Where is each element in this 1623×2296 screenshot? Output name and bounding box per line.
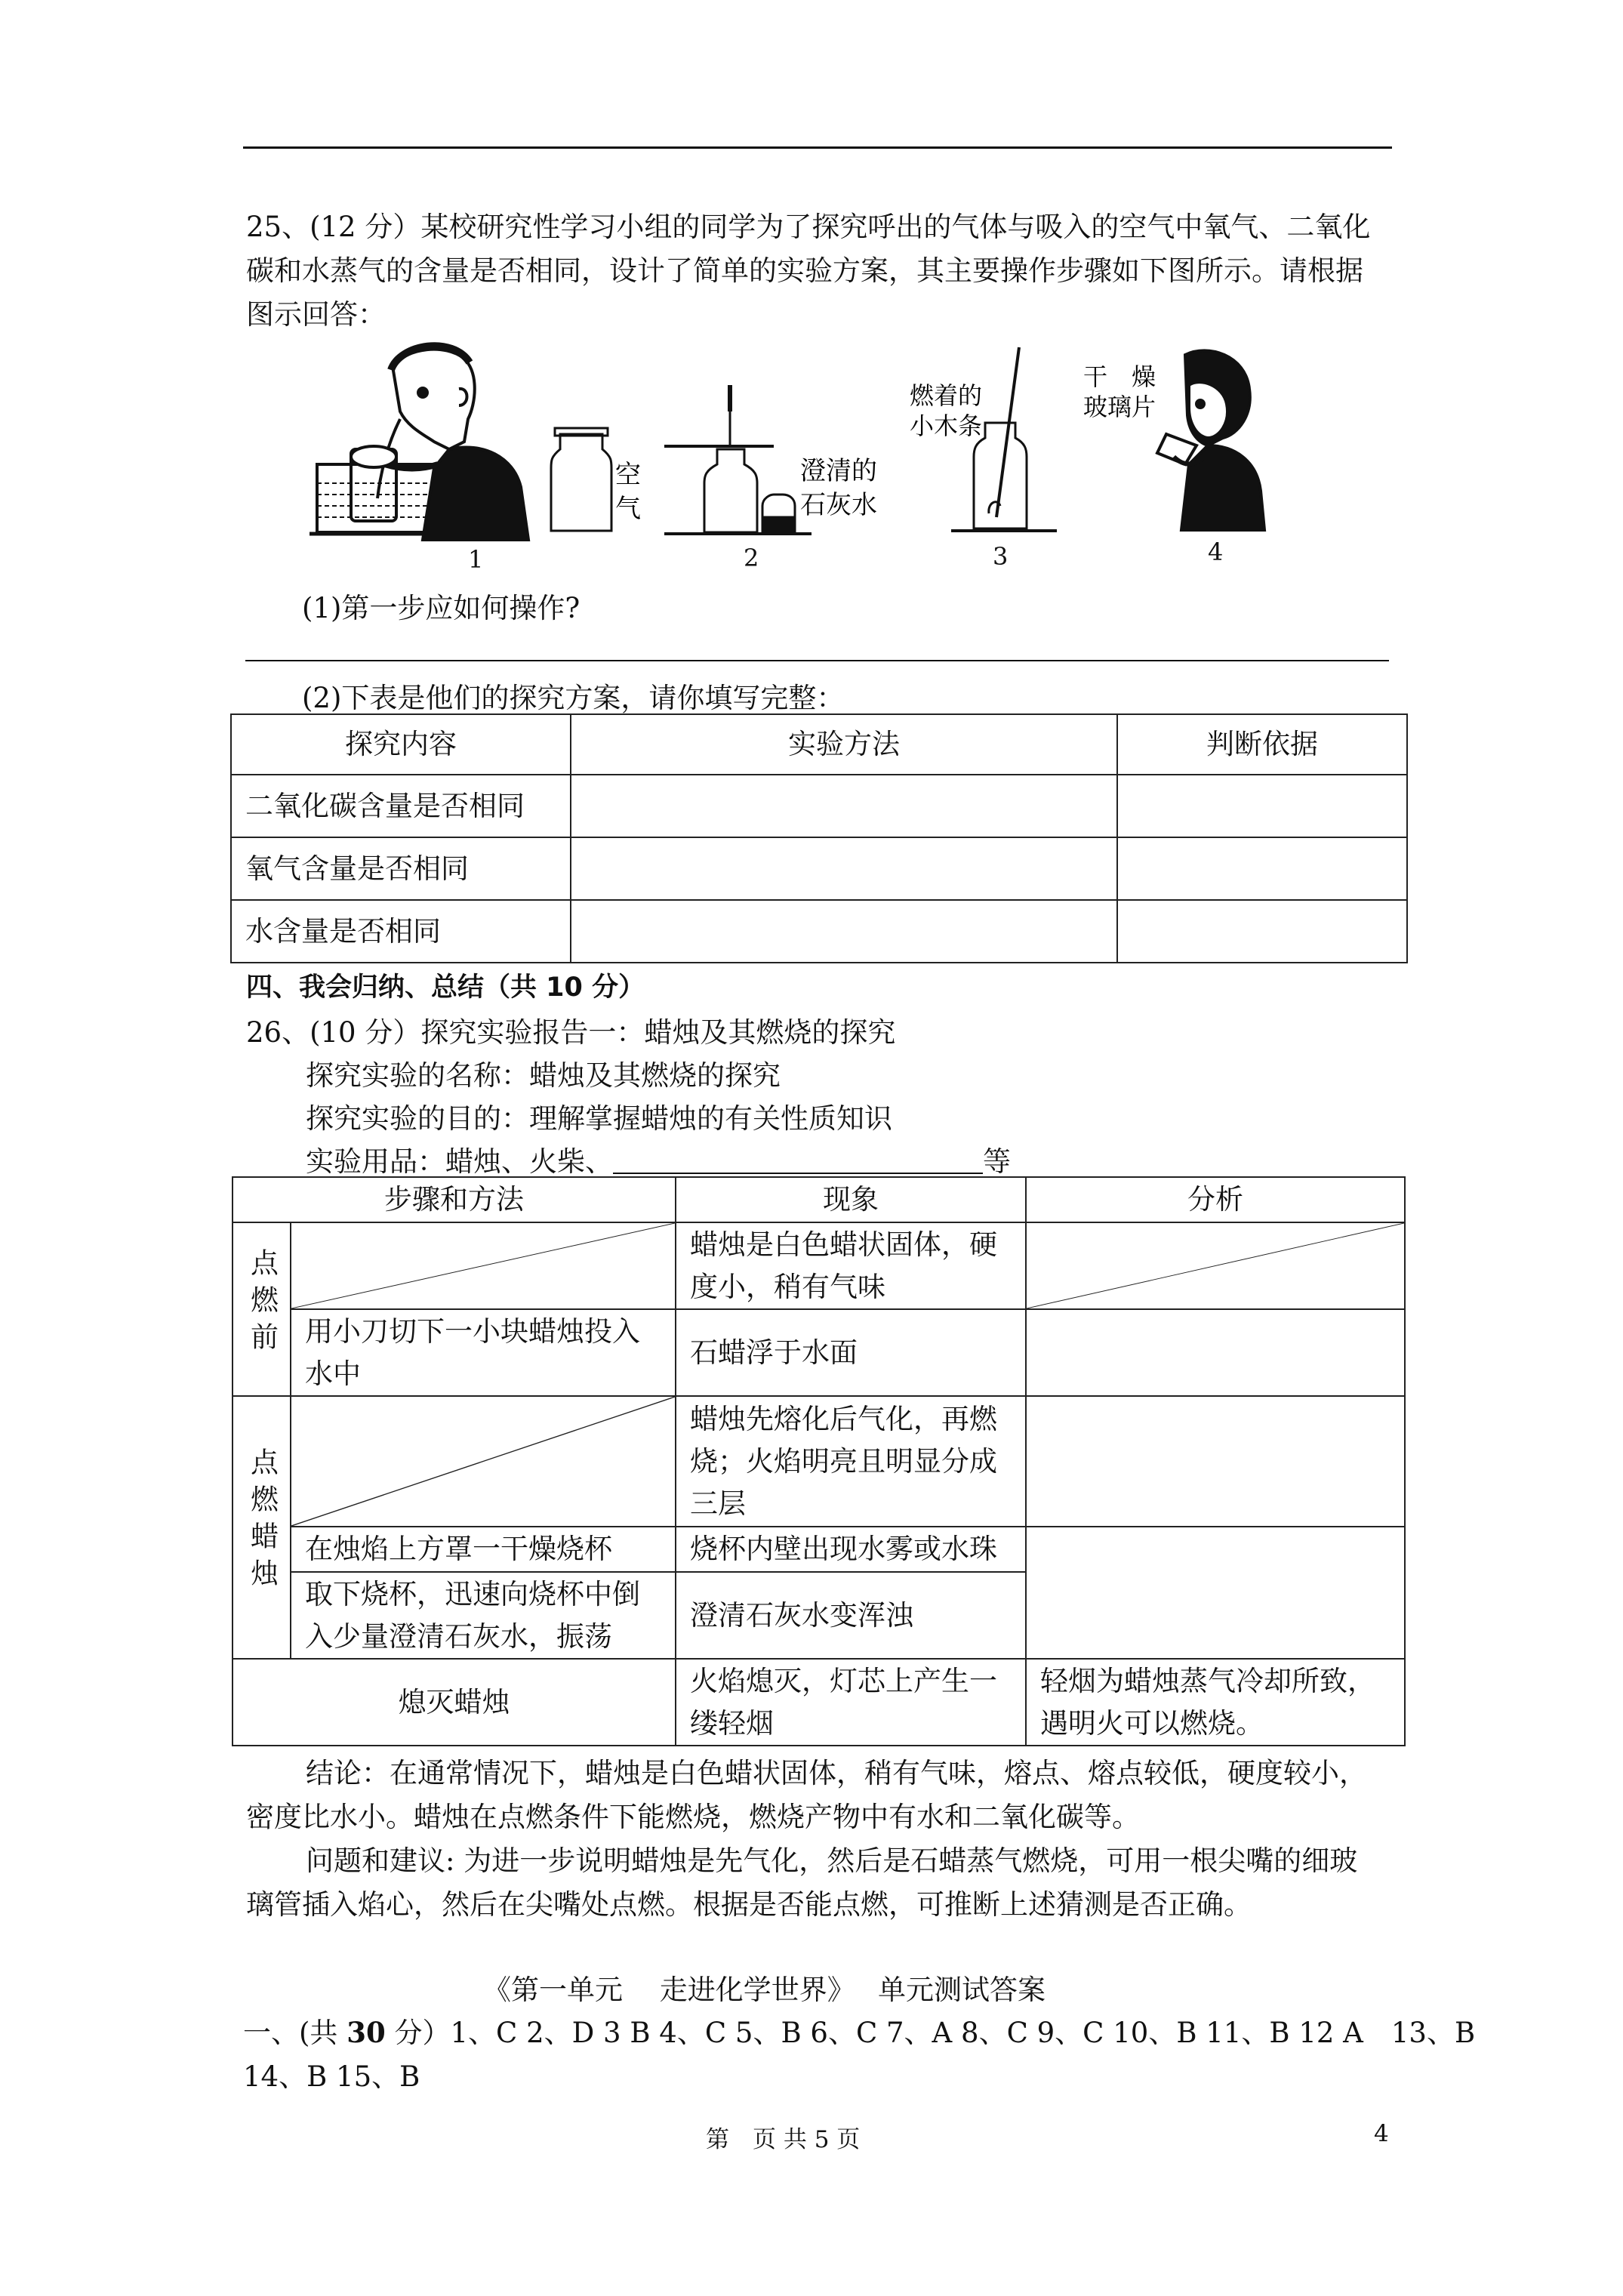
figure-3-burning-stick (906, 344, 1079, 536)
answers-title: 《第一单元 走进化学世界》 单元测试答案 (483, 1974, 1046, 2006)
footer-page-info: 第 页 共 5 页 (706, 2126, 861, 2153)
r3-phenomenon: 蜡烛先熔化后气化，再燃烧；火焰明亮且明显分成三层 (676, 1396, 1026, 1527)
r4-phenomenon: 烧杯内壁出现水雾或水珠 (676, 1527, 1026, 1572)
label-air-2: 气 (615, 494, 641, 524)
q26-header-analysis: 分析 (1026, 1177, 1405, 1222)
r4-step: 在烛焰上方罩一干燥烧杯 (291, 1527, 676, 1572)
q25-header-method: 实验方法 (571, 714, 1117, 775)
fig-num-2: 2 (744, 544, 759, 572)
r5-step: 取下烧杯，迅速向烧杯中倒入少量澄清石灰水，振荡 (291, 1572, 676, 1659)
q26-materials (306, 1139, 1011, 1179)
figure-2-limewater-test (661, 381, 887, 536)
q25-line-3: 图示回答： (246, 298, 386, 331)
group-lighting-label: 点燃蜡烛 (245, 1447, 279, 1595)
q25-header-basis: 判断依据 (1117, 714, 1407, 775)
fig-num-1: 1 (468, 545, 484, 574)
r4-r5-analysis[interactable] (1026, 1527, 1405, 1659)
r5-phenomenon: 澄清石灰水变浑浊 (676, 1572, 1026, 1659)
answers-line-1-score: 30 (346, 2016, 386, 2049)
q25-sub1: (1)第一步应如何操作? (302, 592, 581, 624)
label-glass-1: 干 燥 (1083, 362, 1156, 391)
q26-report-table (232, 1176, 1406, 1746)
materials-prefix: 实验用品：蜡烛、火柴、 (306, 1145, 613, 1178)
r2-step: 用小刀切下一小块蜡烛投入水中 (291, 1309, 676, 1396)
fig-num-3: 3 (993, 542, 1009, 571)
q25-row-o2: 氧气含量是否相同 (231, 837, 571, 900)
r3-step-crossed (291, 1396, 676, 1527)
figure-4-glass-breath (1076, 332, 1272, 532)
q25-row-water: 水含量是否相同 (231, 900, 571, 963)
q25-sub2: (2)下表是他们的探究方案，请你填写完整： (302, 682, 845, 714)
materials-blank[interactable] (613, 1147, 983, 1174)
label-limewater-1: 澄清的 (800, 456, 877, 486)
answers-line-1 (243, 2010, 1475, 2051)
q25-row-co2-basis[interactable] (1117, 775, 1407, 837)
q26-title: 26、(10 分）探究实验报告一：蜡烛及其燃烧的探究 (246, 1016, 896, 1049)
q25-row-o2-method[interactable] (571, 837, 1117, 900)
fig-num-4: 4 (1208, 538, 1224, 566)
answers-line-2: 14、B 15、B (243, 2060, 420, 2093)
q25-line-2: 碳和水蒸气的含量是否相同，设计了简单的实验方案，其主要操作步骤如下图所示。请根据 (246, 254, 1363, 287)
r1-analysis-crossed (1026, 1222, 1405, 1309)
group-before-lighting-label: 点燃前 (245, 1247, 279, 1359)
q25-row-co2: 二氧化碳含量是否相同 (231, 775, 571, 837)
q26-purpose: 探究实验的目的：理解掌握蜡烛的有关性质知识 (306, 1102, 892, 1135)
q26-header-phenomenon: 现象 (676, 1177, 1026, 1222)
answer-line-1[interactable] (245, 660, 1389, 661)
r2-analysis[interactable] (1026, 1309, 1405, 1396)
group-before-lighting (233, 1222, 291, 1396)
materials-suffix: 等 (983, 1145, 1011, 1178)
r6-step: 熄灭蜡烛 (233, 1659, 676, 1746)
r6-analysis: 轻烟为蜡烛蒸气冷却所致，遇明火可以燃烧。 (1026, 1659, 1405, 1746)
conclusion-line-1: 结论：在通常情况下，蜡烛是白色蜡状固体，稍有气味，熔点、熔点较低，硬度较小， (306, 1757, 1367, 1789)
label-air-1: 空 (615, 460, 641, 490)
r6-phenomenon: 火焰熄灭，灯芯上产生一缕轻烟 (676, 1659, 1026, 1746)
answers-line-1-prefix: 一、(共 (243, 2017, 347, 2049)
q25-row-water-method[interactable] (571, 900, 1117, 963)
conclusion-line-2: 密度比水小。蜡烛在点燃条件下能燃烧，燃烧产物中有水和二氧化碳等。 (246, 1801, 1140, 1833)
q25-plan-table (230, 713, 1408, 963)
q25-row-o2-basis[interactable] (1117, 837, 1407, 900)
r1-step-crossed (291, 1222, 676, 1309)
q26-header-steps: 步骤和方法 (233, 1177, 676, 1222)
label-stick-2: 小木条 (910, 411, 983, 440)
footer-page-number: 4 (1374, 2120, 1389, 2147)
r3-analysis[interactable] (1026, 1396, 1405, 1527)
label-glass-2: 玻璃片 (1083, 393, 1156, 421)
figure-1-exhale-collection (302, 336, 641, 540)
answers-line-1-rest: 分）1、C 2、D 3 B 4、C 5、B 6、C 7、A 8、C 9、C 10、B 11、B 12 A 13、B (385, 2017, 1476, 2049)
advice-line-2: 璃管插入焰心，然后在尖嘴处点燃。根据是否能点燃，可推断上述猜测是否正确。 (246, 1888, 1252, 1921)
q25-line-1: 25、(12 分）某校研究性学习小组的同学为了探究呼出的气体与吸入的空气中氧气、二氧化 (246, 211, 1371, 243)
label-stick-1: 燃着的 (910, 381, 983, 410)
q25-header-content: 探究内容 (231, 714, 571, 775)
r1-phenomenon: 蜡烛是白色蜡状固体，硬度小，稍有气味 (676, 1222, 1026, 1309)
q25-row-co2-method[interactable] (571, 775, 1117, 837)
q26-name: 探究实验的名称：蜡烛及其燃烧的探究 (306, 1059, 781, 1092)
header-rule (243, 146, 1392, 149)
label-limewater-2: 石灰水 (800, 490, 877, 520)
r2-phenomenon: 石蜡浮于水面 (676, 1309, 1026, 1396)
q25-row-water-basis[interactable] (1117, 900, 1407, 963)
group-lighting (233, 1396, 291, 1659)
advice-line-1: 问题和建议: 为进一步说明蜡烛是先气化，然后是石蜡蒸气燃烧，可用一根尖嘴的细玻 (306, 1845, 1358, 1877)
section-4-heading: 四、我会归纳、总结（共 10 分） (246, 972, 645, 1003)
